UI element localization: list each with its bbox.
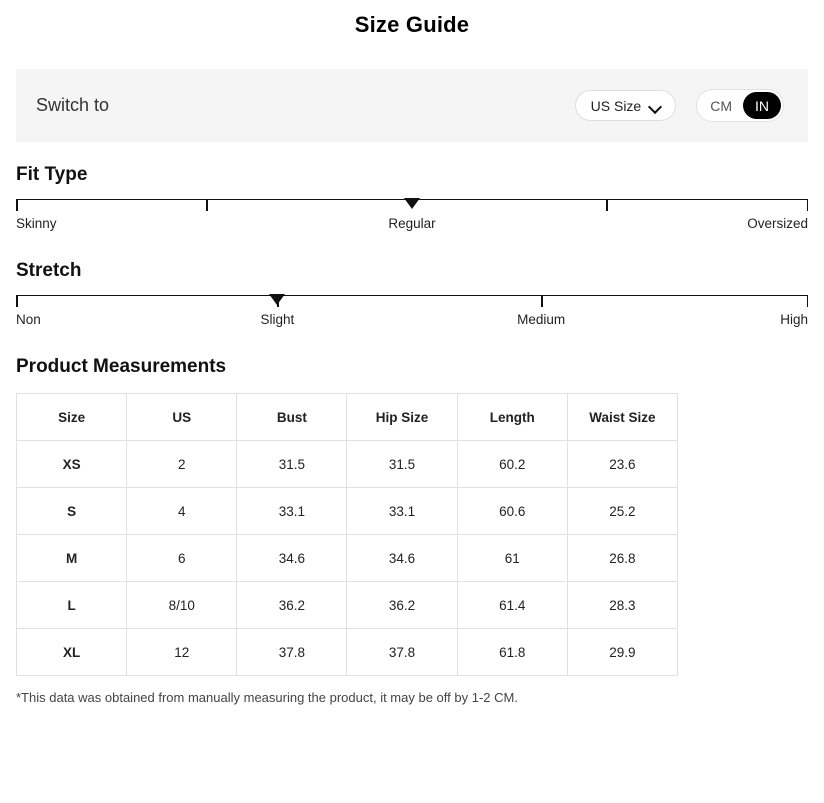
cell-us: 12 [127,629,237,676]
cell-waist: 23.6 [567,441,677,488]
column-header-bust: Bust [237,394,347,441]
fit-type-tick [16,200,18,211]
stretch-tick [16,296,18,307]
stretch-label-slight: Slight [260,312,295,327]
cell-bust: 37.8 [237,629,347,676]
cell-us: 6 [127,535,237,582]
unit-toggle[interactable] [696,89,784,122]
cell-us: 4 [127,488,237,535]
cell-hip: 34.6 [347,535,457,582]
cell-waist: 26.8 [567,535,677,582]
stretch-scale-line [16,295,808,309]
unit-option-in[interactable]: IN [743,92,781,119]
cell-bust: 31.5 [237,441,347,488]
page-title: Size Guide [354,12,470,37]
cell-size: M [17,535,127,582]
table-row [17,441,678,488]
fit-type-marker [404,198,420,209]
fit-type-tick [206,200,208,211]
cell-waist: 28.3 [567,582,677,629]
fit-type-tick [606,200,608,211]
fit-type-label-oversized: Oversized [747,216,808,231]
stretch-tick [807,296,809,307]
cell-hip: 31.5 [347,441,457,488]
fit-type-scale [16,199,808,238]
stretch-label-medium: Medium [517,312,566,327]
column-header-size: Size [17,394,127,441]
table-header-row [17,394,678,441]
cell-length: 61.4 [457,582,567,629]
cell-length: 60.2 [457,441,567,488]
cell-length: 60.6 [457,488,567,535]
cell-size: XL [17,629,127,676]
cell-bust: 34.6 [237,535,347,582]
fit-type-scale-line [16,199,808,213]
cell-waist: 25.2 [567,488,677,535]
column-header-hip-size: Hip Size [347,394,457,441]
fit-type-tick [807,200,809,211]
cell-bust: 36.2 [237,582,347,629]
stretch-label-non: Non [16,312,41,327]
cell-us: 8/10 [127,582,237,629]
measurements-footnote: *This data was obtained from manually measuring the product, it may be off by 1-2 CM. [16,690,518,705]
size-system-select[interactable] [575,90,677,121]
stretch-heading: Stretch [16,260,82,281]
unit-switch-bar [16,69,808,142]
cell-length: 61.8 [457,629,567,676]
column-header-us: US [127,394,237,441]
column-header-waist-size: Waist Size [567,394,677,441]
cell-bust: 33.1 [237,488,347,535]
stretch-labels [16,312,808,334]
measurements-heading: Product Measurements [16,356,227,377]
cell-size: L [17,582,127,629]
fit-type-labels [16,216,808,238]
fit-type-heading: Fit Type [16,164,88,185]
switch-to-label: Switch to [36,95,110,115]
cell-hip: 33.1 [347,488,457,535]
stretch-marker [269,294,285,305]
column-header-length: Length [457,394,567,441]
cell-hip: 36.2 [347,582,457,629]
stretch-tick [541,296,543,307]
cell-hip: 37.8 [347,629,457,676]
cell-waist: 29.9 [567,629,677,676]
unit-option-cm[interactable]: CM [710,97,732,114]
stretch-label-high: High [780,312,808,327]
cell-us: 2 [127,441,237,488]
cell-size: S [17,488,127,535]
cell-length: 61 [457,535,567,582]
table-row [17,629,678,676]
stretch-scale [16,295,808,334]
fit-type-label-skinny: Skinny [16,216,57,231]
table-row [17,582,678,629]
size-system-value: US Size [590,97,642,114]
cell-size: XS [17,441,127,488]
measurements-table [16,393,678,676]
table-row [17,488,678,535]
chevron-down-icon [650,100,662,112]
fit-type-label-regular: Regular [388,216,436,231]
table-row [17,535,678,582]
